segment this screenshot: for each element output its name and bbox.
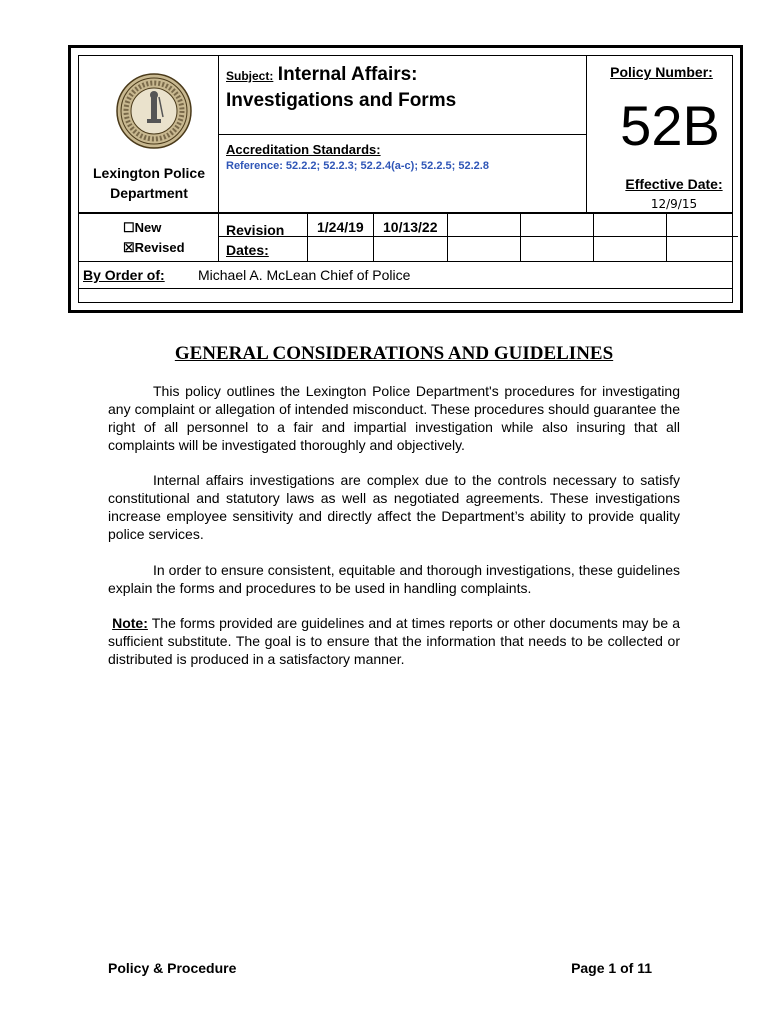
department-name-line2: Department xyxy=(110,185,188,201)
header-divider xyxy=(218,134,586,135)
policy-subject xyxy=(226,64,586,112)
effective-date-label: Effective Date: xyxy=(625,176,723,192)
status-new-checkbox: ☐New xyxy=(123,220,162,235)
revision-date: 1/24/19 xyxy=(317,219,364,235)
policy-number-label: Policy Number: xyxy=(610,64,713,80)
note-label: Note: xyxy=(112,615,148,631)
header-divider xyxy=(593,214,594,261)
header-divider xyxy=(79,288,732,289)
header-divider xyxy=(79,212,732,214)
header-divider xyxy=(307,214,308,261)
header-inner-frame xyxy=(78,55,733,303)
by-order-label: By Order of: xyxy=(83,267,165,283)
revision-dates-label xyxy=(226,220,284,260)
accreditation-reference: Reference: 52.2.2; 52.2.3; 52.2.4(a-c); 52.2.5; 52.2.8 xyxy=(226,160,489,172)
header-divider xyxy=(666,214,667,261)
policy-number: 52B xyxy=(620,94,720,157)
revision-label-line2: Dates: xyxy=(226,242,269,258)
paragraph-text: This policy outlines the Lexington Police Department's procedures for investigating any complaint or allegation of intended misconduct. These procedures should guarantee the right of all personnel to a fair and impartial investigation while also insuring that all complaints will be investigated thoroughly and objectively. xyxy=(108,383,680,453)
subject-title-line1: Internal Affairs: xyxy=(277,64,418,85)
header-divider xyxy=(586,56,587,212)
section-title: GENERAL CONSIDERATIONS AND GUIDELINES xyxy=(174,343,614,364)
body-paragraph xyxy=(108,382,680,454)
paragraph-text: Internal affairs investigations are complex due to the controls necessary to satisfy constitutional and statutory laws as well as negotiated agreements. These investigations increase employee sensitivity and directly affect the Department’s ability to provide quality police services. xyxy=(108,472,680,542)
town-seal-icon xyxy=(116,73,192,149)
subject-title-line2: Investigations and Forms xyxy=(226,90,457,111)
header-divider xyxy=(218,236,738,237)
by-order-value: Michael A. McLean Chief of Police xyxy=(198,267,411,283)
revision-date: 10/13/22 xyxy=(383,219,438,235)
header-divider xyxy=(447,214,448,261)
paragraph-text: In order to ensure consistent, equitable and thorough investigations, these guidelines explain the forms and procedures to be used in handling complaints. xyxy=(108,562,680,596)
footer-document-type: Policy & Procedure xyxy=(108,960,237,976)
note-paragraph xyxy=(108,614,680,668)
body-paragraph xyxy=(108,471,680,543)
note-text: The forms provided are guidelines and at times reports or other documents may be a sufficient substitute. The goal is to ensure that the information that needs to be collected or distributed is produced in a satisfactory manner. xyxy=(108,615,681,667)
footer-page-number: Page 1 of 11 xyxy=(571,960,652,976)
department-name xyxy=(79,163,219,203)
header-divider xyxy=(79,261,732,262)
header-divider xyxy=(218,56,219,262)
status-revised-checkbox: ☒Revised xyxy=(123,240,185,255)
header-divider xyxy=(520,214,521,261)
department-name-line1: Lexington Police xyxy=(92,165,205,181)
accreditation-label: Accreditation Standards: xyxy=(226,142,381,157)
subject-label: Subject: xyxy=(226,69,274,83)
revision-label-line1: Revision xyxy=(226,222,285,238)
body-paragraph xyxy=(108,561,680,597)
policy-header-box xyxy=(68,45,743,313)
effective-date: 12/9/15 xyxy=(650,197,698,211)
header-divider xyxy=(373,214,374,261)
